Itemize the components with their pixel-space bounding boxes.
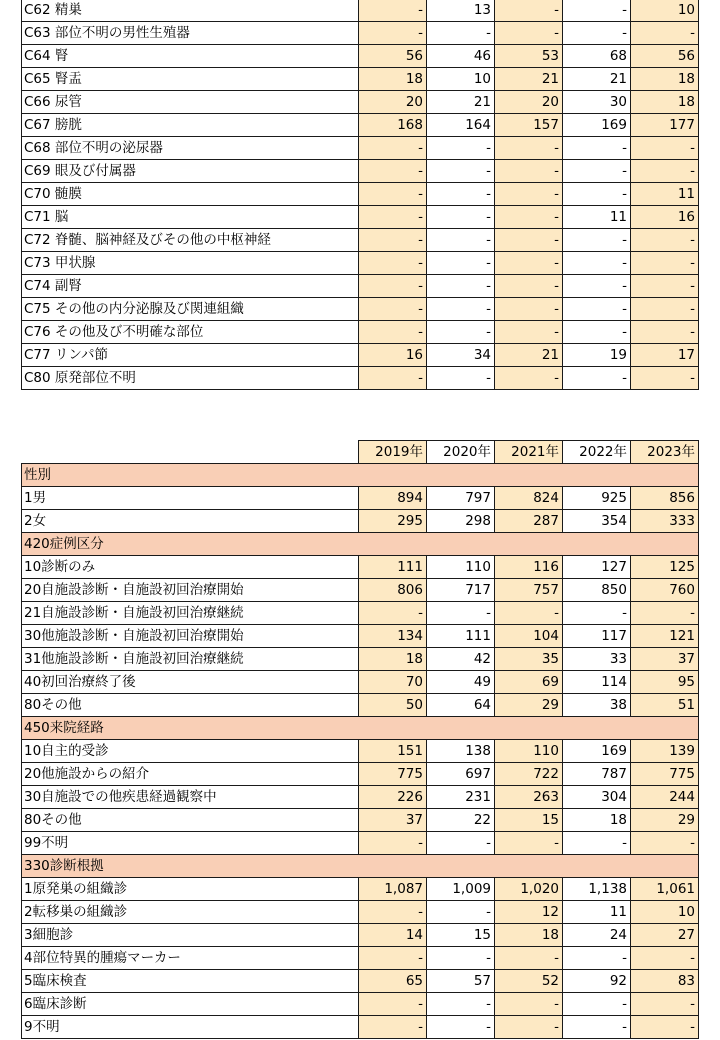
value-cell: 27 <box>631 924 699 947</box>
value-cell: - <box>359 252 427 275</box>
value-cell: - <box>359 137 427 160</box>
header-corner <box>22 441 359 464</box>
value-cell: - <box>631 137 699 160</box>
value-cell: - <box>495 298 563 321</box>
value-cell: - <box>563 947 631 970</box>
value-cell: 111 <box>427 625 495 648</box>
value-cell: - <box>563 252 631 275</box>
value-cell: - <box>427 160 495 183</box>
site-count-table <box>21 0 699 390</box>
value-cell: 925 <box>563 487 631 510</box>
row-label: C64 腎 <box>22 45 359 68</box>
row-label: C77 リンパ節 <box>22 344 359 367</box>
value-cell: - <box>631 993 699 1016</box>
row-label: C63 部位不明の男性生殖器 <box>22 22 359 45</box>
value-cell: 49 <box>427 671 495 694</box>
value-cell: - <box>359 275 427 298</box>
value-cell: - <box>427 22 495 45</box>
value-cell: - <box>563 298 631 321</box>
value-cell: - <box>495 183 563 206</box>
value-cell: 856 <box>631 487 699 510</box>
value-cell: 20 <box>359 91 427 114</box>
value-cell: 18 <box>359 648 427 671</box>
value-cell: 19 <box>563 344 631 367</box>
value-cell: 18 <box>631 91 699 114</box>
table-row <box>22 298 699 321</box>
table-row <box>22 487 699 510</box>
value-cell: 110 <box>495 740 563 763</box>
value-cell: 33 <box>563 648 631 671</box>
value-cell: 117 <box>563 625 631 648</box>
value-cell: 226 <box>359 786 427 809</box>
value-cell: 52 <box>495 970 563 993</box>
value-cell: - <box>495 367 563 390</box>
value-cell: - <box>631 298 699 321</box>
value-cell: - <box>359 832 427 855</box>
row-label: 40初回治療終了後 <box>22 671 359 694</box>
value-cell: 121 <box>631 625 699 648</box>
value-cell: - <box>495 602 563 625</box>
table-row <box>22 924 699 947</box>
value-cell: 92 <box>563 970 631 993</box>
value-cell: 18 <box>563 809 631 832</box>
value-cell: - <box>631 321 699 344</box>
value-cell: - <box>359 229 427 252</box>
table-row <box>22 510 699 533</box>
value-cell: - <box>359 993 427 1016</box>
year-header: 2022年 <box>563 441 631 464</box>
value-cell: - <box>495 22 563 45</box>
table-row <box>22 91 699 114</box>
table-row <box>22 556 699 579</box>
value-cell: - <box>495 252 563 275</box>
value-cell: 111 <box>359 556 427 579</box>
value-cell: 56 <box>631 45 699 68</box>
table-row <box>22 809 699 832</box>
value-cell: - <box>427 367 495 390</box>
value-cell: - <box>427 252 495 275</box>
section-header-row <box>22 717 699 740</box>
value-cell: - <box>631 947 699 970</box>
section-header-row <box>22 533 699 556</box>
value-cell: 83 <box>631 970 699 993</box>
value-cell: - <box>495 321 563 344</box>
value-cell: 760 <box>631 579 699 602</box>
row-label: C80 原発部位不明 <box>22 367 359 390</box>
value-cell: 717 <box>427 579 495 602</box>
table-row <box>22 602 699 625</box>
value-cell: 51 <box>631 694 699 717</box>
value-cell: - <box>427 1016 495 1039</box>
value-cell: 70 <box>359 671 427 694</box>
value-cell: 787 <box>563 763 631 786</box>
value-cell: 797 <box>427 487 495 510</box>
year-header-row <box>22 441 699 464</box>
row-label: C66 尿管 <box>22 91 359 114</box>
value-cell: - <box>359 602 427 625</box>
table-row <box>22 832 699 855</box>
value-cell: - <box>495 160 563 183</box>
value-cell: 298 <box>427 510 495 533</box>
value-cell: 164 <box>427 114 495 137</box>
table-row <box>22 22 699 45</box>
value-cell: - <box>359 321 427 344</box>
value-cell: 134 <box>359 625 427 648</box>
value-cell: 114 <box>563 671 631 694</box>
value-cell: - <box>359 206 427 229</box>
row-label: 2女 <box>22 510 359 533</box>
value-cell: - <box>563 832 631 855</box>
value-cell: 56 <box>359 45 427 68</box>
value-cell: - <box>495 993 563 1016</box>
value-cell: - <box>427 229 495 252</box>
value-cell: 263 <box>495 786 563 809</box>
value-cell: 38 <box>563 694 631 717</box>
value-cell: 757 <box>495 579 563 602</box>
section-header-row <box>22 855 699 878</box>
value-cell: 37 <box>359 809 427 832</box>
section-title: 性別 <box>22 464 699 487</box>
value-cell: 231 <box>427 786 495 809</box>
value-cell: 304 <box>563 786 631 809</box>
value-cell: 139 <box>631 740 699 763</box>
value-cell: - <box>495 137 563 160</box>
value-cell: 295 <box>359 510 427 533</box>
value-cell: - <box>563 367 631 390</box>
row-label: 10自主的受診 <box>22 740 359 763</box>
value-cell: 14 <box>359 924 427 947</box>
value-cell: - <box>631 252 699 275</box>
row-label: 1男 <box>22 487 359 510</box>
value-cell: - <box>631 22 699 45</box>
row-label: C65 腎盂 <box>22 68 359 91</box>
row-label: 31他施設診断・自施設初回治療継続 <box>22 648 359 671</box>
year-header: 2021年 <box>495 441 563 464</box>
value-cell: - <box>427 298 495 321</box>
value-cell: - <box>427 137 495 160</box>
value-cell: 127 <box>563 556 631 579</box>
value-cell: 69 <box>495 671 563 694</box>
row-label: 20他施設からの紹介 <box>22 763 359 786</box>
row-label: 9不明 <box>22 1016 359 1039</box>
value-cell: - <box>563 321 631 344</box>
case-summary-table <box>21 440 699 1039</box>
table-row <box>22 694 699 717</box>
value-cell: - <box>495 206 563 229</box>
row-label: 3細胞診 <box>22 924 359 947</box>
value-cell: 24 <box>563 924 631 947</box>
value-cell: 775 <box>359 763 427 786</box>
row-label: C72 脊髄、脳神経及びその他の中枢神経 <box>22 229 359 252</box>
value-cell: 1,087 <box>359 878 427 901</box>
value-cell: 157 <box>495 114 563 137</box>
value-cell: 16 <box>631 206 699 229</box>
value-cell: - <box>563 137 631 160</box>
value-cell: - <box>359 367 427 390</box>
row-label: 5臨床検査 <box>22 970 359 993</box>
value-cell: 169 <box>563 740 631 763</box>
row-label: C73 甲状腺 <box>22 252 359 275</box>
value-cell: 1,061 <box>631 878 699 901</box>
section-title: 450来院経路 <box>22 717 699 740</box>
value-cell: - <box>495 1016 563 1039</box>
value-cell: 151 <box>359 740 427 763</box>
row-label: 30自施設での他疾患経過観察中 <box>22 786 359 809</box>
section-header-row <box>22 464 699 487</box>
value-cell: 21 <box>563 68 631 91</box>
value-cell: - <box>427 832 495 855</box>
value-cell: - <box>495 0 563 22</box>
value-cell: 30 <box>563 91 631 114</box>
value-cell: 21 <box>495 344 563 367</box>
value-cell: 116 <box>495 556 563 579</box>
value-cell: - <box>427 206 495 229</box>
value-cell: 1,138 <box>563 878 631 901</box>
row-label: C70 髄膜 <box>22 183 359 206</box>
value-cell: 824 <box>495 487 563 510</box>
value-cell: 18 <box>495 924 563 947</box>
value-cell: 10 <box>631 0 699 22</box>
value-cell: 11 <box>563 901 631 924</box>
table-row <box>22 901 699 924</box>
value-cell: 68 <box>563 45 631 68</box>
value-cell: 34 <box>427 344 495 367</box>
value-cell: - <box>563 1016 631 1039</box>
value-cell: - <box>563 0 631 22</box>
value-cell: 333 <box>631 510 699 533</box>
table-row <box>22 786 699 809</box>
value-cell: - <box>631 367 699 390</box>
value-cell: - <box>427 275 495 298</box>
year-header: 2019年 <box>359 441 427 464</box>
table-row <box>22 993 699 1016</box>
value-cell: 10 <box>427 68 495 91</box>
value-cell: - <box>359 22 427 45</box>
value-cell: - <box>495 947 563 970</box>
value-cell: - <box>495 832 563 855</box>
value-cell: - <box>495 229 563 252</box>
row-label: 80その他 <box>22 694 359 717</box>
row-label: 6臨床診断 <box>22 993 359 1016</box>
value-cell: 21 <box>427 91 495 114</box>
table-row <box>22 160 699 183</box>
row-label: C62 精巣 <box>22 0 359 22</box>
table-row <box>22 183 699 206</box>
row-label: 4部位特異的腫瘍マーカー <box>22 947 359 970</box>
value-cell: 50 <box>359 694 427 717</box>
row-label: 1原発巣の組織診 <box>22 878 359 901</box>
year-header: 2023年 <box>631 441 699 464</box>
value-cell: 244 <box>631 786 699 809</box>
row-label: 30他施設診断・自施設初回治療開始 <box>22 625 359 648</box>
table-row <box>22 1016 699 1039</box>
row-label: C69 眼及び付属器 <box>22 160 359 183</box>
value-cell: - <box>359 160 427 183</box>
table-row <box>22 878 699 901</box>
row-label: C71 脳 <box>22 206 359 229</box>
value-cell: 42 <box>427 648 495 671</box>
table-row <box>22 321 699 344</box>
value-cell: 177 <box>631 114 699 137</box>
row-label: 2転移巣の組織診 <box>22 901 359 924</box>
value-cell: - <box>427 602 495 625</box>
value-cell: 806 <box>359 579 427 602</box>
value-cell: - <box>631 1016 699 1039</box>
value-cell: 104 <box>495 625 563 648</box>
value-cell: 20 <box>495 91 563 114</box>
table-row <box>22 229 699 252</box>
value-cell: - <box>631 832 699 855</box>
table-row <box>22 367 699 390</box>
table-row <box>22 137 699 160</box>
table-row <box>22 45 699 68</box>
site-count-table-body <box>22 0 699 390</box>
value-cell: 138 <box>427 740 495 763</box>
value-cell: - <box>563 160 631 183</box>
value-cell: - <box>427 901 495 924</box>
table-row <box>22 625 699 648</box>
value-cell: 95 <box>631 671 699 694</box>
value-cell: - <box>427 183 495 206</box>
table-row <box>22 344 699 367</box>
value-cell: 53 <box>495 45 563 68</box>
table-row <box>22 206 699 229</box>
value-cell: 65 <box>359 970 427 993</box>
value-cell: 697 <box>427 763 495 786</box>
value-cell: 11 <box>631 183 699 206</box>
value-cell: 21 <box>495 68 563 91</box>
value-cell: 850 <box>563 579 631 602</box>
row-label: 21自施設診断・自施設初回治療継続 <box>22 602 359 625</box>
row-label: C76 その他及び不明確な部位 <box>22 321 359 344</box>
value-cell: 22 <box>427 809 495 832</box>
value-cell: 15 <box>427 924 495 947</box>
row-label: C74 副腎 <box>22 275 359 298</box>
row-label: C67 膀胱 <box>22 114 359 137</box>
table-row <box>22 947 699 970</box>
value-cell: 18 <box>359 68 427 91</box>
value-cell: 894 <box>359 487 427 510</box>
section-title: 330診断根拠 <box>22 855 699 878</box>
value-cell: 29 <box>495 694 563 717</box>
value-cell: 168 <box>359 114 427 137</box>
table-row <box>22 579 699 602</box>
table-row <box>22 275 699 298</box>
table-row <box>22 671 699 694</box>
year-header: 2020年 <box>427 441 495 464</box>
value-cell: - <box>563 229 631 252</box>
value-cell: - <box>359 901 427 924</box>
value-cell: - <box>563 22 631 45</box>
value-cell: - <box>563 993 631 1016</box>
value-cell: 16 <box>359 344 427 367</box>
row-label: 10診断のみ <box>22 556 359 579</box>
value-cell: 169 <box>563 114 631 137</box>
value-cell: - <box>427 947 495 970</box>
value-cell: 46 <box>427 45 495 68</box>
row-label: C68 部位不明の泌尿器 <box>22 137 359 160</box>
value-cell: - <box>631 275 699 298</box>
value-cell: 1,020 <box>495 878 563 901</box>
value-cell: - <box>631 229 699 252</box>
table-row <box>22 970 699 993</box>
case-summary-table-body <box>22 464 699 1039</box>
value-cell: - <box>359 1016 427 1039</box>
value-cell: 37 <box>631 648 699 671</box>
value-cell: 775 <box>631 763 699 786</box>
value-cell: 125 <box>631 556 699 579</box>
row-label: 20自施設診断・自施設初回治療開始 <box>22 579 359 602</box>
value-cell: 29 <box>631 809 699 832</box>
value-cell: - <box>563 183 631 206</box>
value-cell: - <box>359 183 427 206</box>
value-cell: 1,009 <box>427 878 495 901</box>
value-cell: 11 <box>563 206 631 229</box>
value-cell: 64 <box>427 694 495 717</box>
value-cell: - <box>359 947 427 970</box>
value-cell: 17 <box>631 344 699 367</box>
value-cell: 722 <box>495 763 563 786</box>
value-cell: - <box>495 275 563 298</box>
table-row <box>22 648 699 671</box>
value-cell: 15 <box>495 809 563 832</box>
value-cell: 18 <box>631 68 699 91</box>
value-cell: 12 <box>495 901 563 924</box>
row-label: 99不明 <box>22 832 359 855</box>
table-row <box>22 0 699 22</box>
value-cell: - <box>563 275 631 298</box>
value-cell: 35 <box>495 648 563 671</box>
value-cell: - <box>631 602 699 625</box>
value-cell: - <box>563 602 631 625</box>
table-row <box>22 252 699 275</box>
value-cell: - <box>427 993 495 1016</box>
table-row <box>22 114 699 137</box>
value-cell: 10 <box>631 901 699 924</box>
value-cell: 110 <box>427 556 495 579</box>
value-cell: 287 <box>495 510 563 533</box>
table-row <box>22 763 699 786</box>
value-cell: 57 <box>427 970 495 993</box>
row-label: 80その他 <box>22 809 359 832</box>
value-cell: - <box>359 298 427 321</box>
value-cell: 13 <box>427 0 495 22</box>
row-label: C75 その他の内分泌腺及び関連組織 <box>22 298 359 321</box>
section-title: 420症例区分 <box>22 533 699 556</box>
value-cell: - <box>359 0 427 22</box>
value-cell: 354 <box>563 510 631 533</box>
value-cell: - <box>427 321 495 344</box>
value-cell: - <box>631 160 699 183</box>
table-row <box>22 740 699 763</box>
table-row <box>22 68 699 91</box>
